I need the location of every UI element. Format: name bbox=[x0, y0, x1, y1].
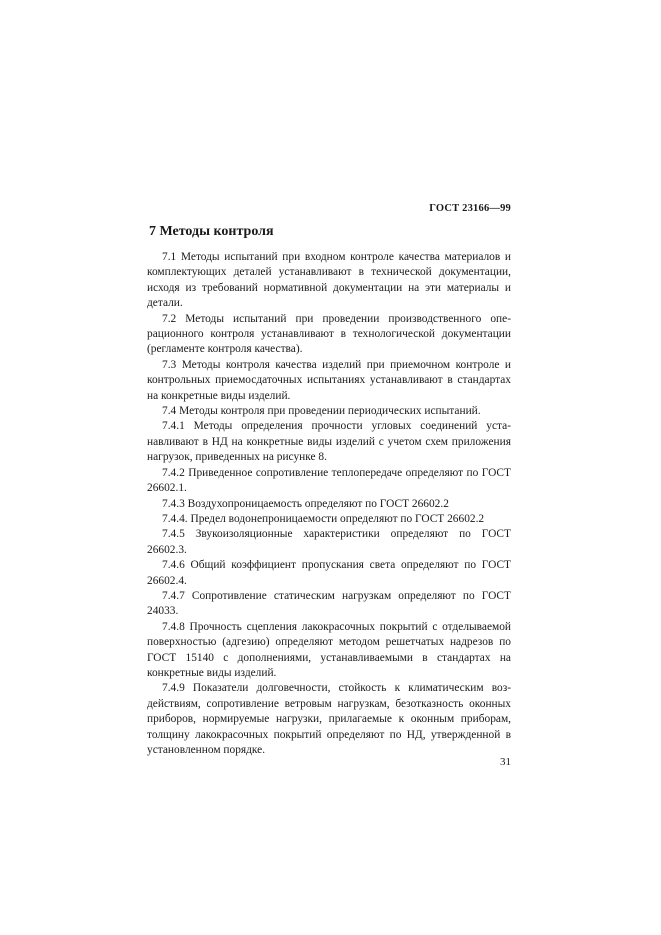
paragraph-7-4-3: 7.4.3 Воздухопроницаемость определяют по ГОСТ 26602.2 bbox=[162, 497, 449, 510]
paragraph-7-4-9: 7.4.9 Показатели долговечности, стойкость к климатическим воздействиям, сопротивление ветровым нагрузкам, безотказность оконных приборов, нормируемые нагрузки, прилагаемые к оконным приборам, толщину лакокрасочных покрытий определяют по НД, утвержденной в установленном порядке. bbox=[147, 682, 511, 756]
paragraph-7-4-2: 7.4.2 Приведенное сопротивление теплопередаче определяют по ГОСТ 26602.1. bbox=[147, 466, 511, 495]
paragraph-7-1: 7.1 Методы испытаний при входном контроле качества материалов и комплектующих деталей устанавливают в технической документации, исходя из требований нормативной документации на эти материалы и детали. bbox=[147, 251, 511, 310]
paragraph-7-4-4: 7.4.4. Предел водонепроницаемости определяют по ГОСТ 26602.2 bbox=[162, 512, 485, 525]
paragraph-7-4-1: 7.4.1 Методы определения прочности угловых соединений устанавливают в НД на конкретные виды изделий с учетом схем приложения нагрузок, приведенных на рисунке 8. bbox=[147, 420, 511, 464]
section-body bbox=[147, 250, 511, 758]
paragraph-7-4-6: 7.4.6 Общий коэффициент пропускания света определяют по ГОСТ 26602.4. bbox=[147, 559, 511, 587]
paragraph-7-3: 7.3 Методы контроля качества изделий при приемочном контроле и контрольных приемосдаточных испытаниях устанавливают в стандартах на конкретные виды изделий. bbox=[147, 358, 511, 402]
paragraph-7-4: 7.4 Методы контроля при проведении периодических испытаний. bbox=[162, 405, 481, 418]
paragraph-7-4-5: 7.4.5 Звукоизоляционные характеристики определяют по ГОСТ 26602.3. bbox=[147, 528, 511, 556]
paragraph-7-4-7: 7.4.7 Сопротивление статическим нагрузкам определяют по ГОСТ 24033. bbox=[147, 589, 511, 618]
section-title: 7 Методы контроля bbox=[149, 224, 274, 239]
document-code: ГОСТ 23166—99 bbox=[429, 203, 511, 214]
page-number: 31 bbox=[500, 756, 511, 768]
paragraph-7-2: 7.2 Методы испытаний при проведении производственного операционного контроля устанавливают в технологической документации (регламенте контроля качества). bbox=[147, 312, 511, 356]
paragraph-7-4-8: 7.4.8 Прочность сцепления лакокрасочных покрытий с отделываемой поверхностью (адгезию) определяют методом решетчатых надрезов по ГОСТ 15140 с дополнениями, устанавливаемыми в стандартах на конкретные виды изделий. bbox=[147, 620, 511, 679]
